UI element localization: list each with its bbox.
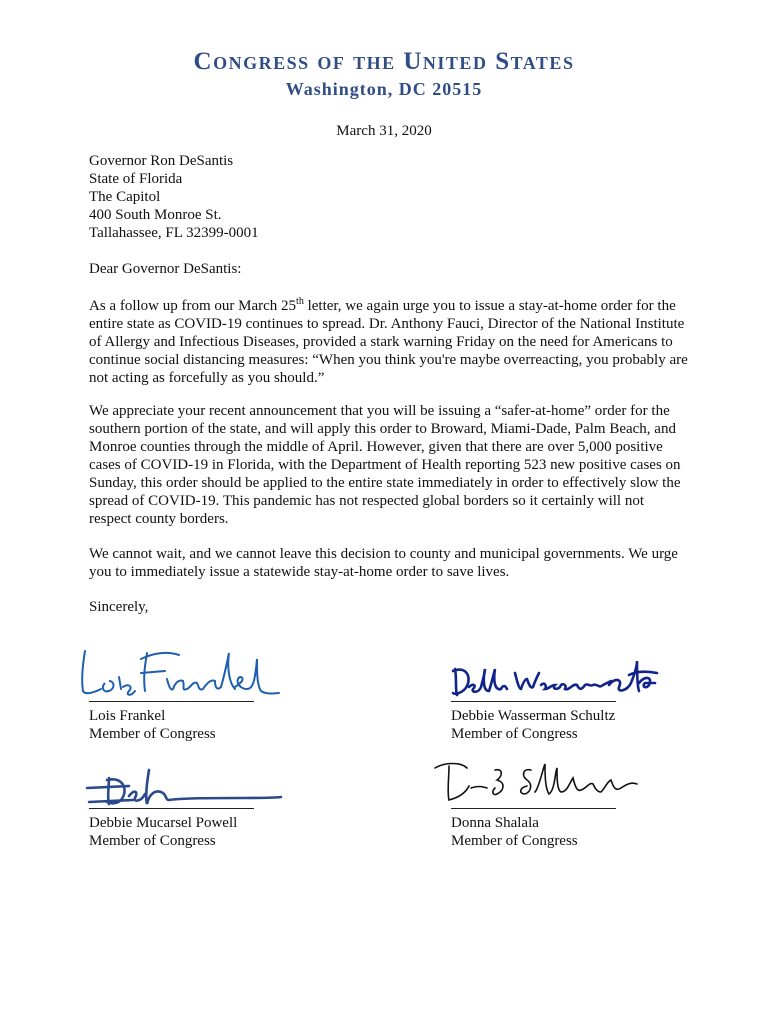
signer-name: Donna Shalala [451, 815, 539, 831]
paragraph-3: We cannot wait, and we cannot leave this decision to county and municipal governments. We urge you to immediately issue a statewide stay-at-home order to save lives. [89, 546, 678, 580]
letterhead-title: Congress of the United States [193, 48, 575, 75]
signature-lois-frankel [75, 643, 275, 703]
paragraph-2: We appreciate your recent announcement that you will be issuing a “safer-at-home” order for the southern portion of the state, and will apply this order to Broward, Miami-Dade, Palm Beach, and Monroe counties through the middle of April. However, given that there are over 5,000 positive cases of COVID-19 in Florida, with the Department of Health reporting 523 new positive cases on Sunday, this order should be applied to the entire state immediately in order to effectively slow the spread of COVID-19. This pandemic has not respected global borders so it certainly will not respect county borders. [89, 403, 681, 527]
recipient-city: Tallahassee, FL 32399-0001 [89, 225, 259, 241]
signature-line [89, 808, 254, 809]
signature-line [451, 808, 616, 809]
signer-title: Member of Congress [451, 833, 578, 849]
signer-name: Debbie Wasserman Schultz [451, 708, 616, 724]
signer-title: Member of Congress [451, 726, 578, 742]
recipient-street: 400 South Monroe St. [89, 207, 222, 223]
signer-title: Member of Congress [89, 833, 216, 849]
recipient-building: The Capitol [89, 189, 161, 205]
paragraph-1 [89, 297, 689, 387]
signature-donna-shalala [431, 758, 641, 810]
recipient-state: State of Florida [89, 171, 183, 187]
signer-name: Lois Frankel [89, 708, 166, 724]
signature-line [89, 701, 254, 702]
signer-title: Member of Congress [89, 726, 216, 742]
ordinal-suffix: th [296, 296, 304, 307]
letterhead-subtitle: Washington, DC 20515 [285, 79, 483, 99]
paragraph-1-rest: letter, we again urge you to issue a stay-at-home order for the entire state as COVID-19 continues to spread. Dr. Anthony Fauci, Director of the National Institute of Allergy and Infectious Diseases, provided a stark warning Friday on the need for Americans to continue social distancing measures: “When you think you're maybe overreacting, you probably are not acting as forcefully as you should.” [89, 298, 688, 386]
letter-date: March 31, 2020 [336, 123, 432, 139]
signature-line [451, 701, 616, 702]
recipient-name: Governor Ron DeSantis [89, 153, 234, 169]
closing: Sincerely, [89, 599, 149, 615]
recipient-address [89, 152, 689, 242]
signature-debbie-wasserman-schultz [451, 655, 661, 705]
salutation: Dear Governor DeSantis: [89, 261, 242, 277]
paragraph-1-start: As a follow up from our March 25 [89, 298, 297, 314]
signer-name: Debbie Mucarsel Powell [89, 815, 238, 831]
signature-debbie-mucarsel-powell [83, 764, 283, 814]
